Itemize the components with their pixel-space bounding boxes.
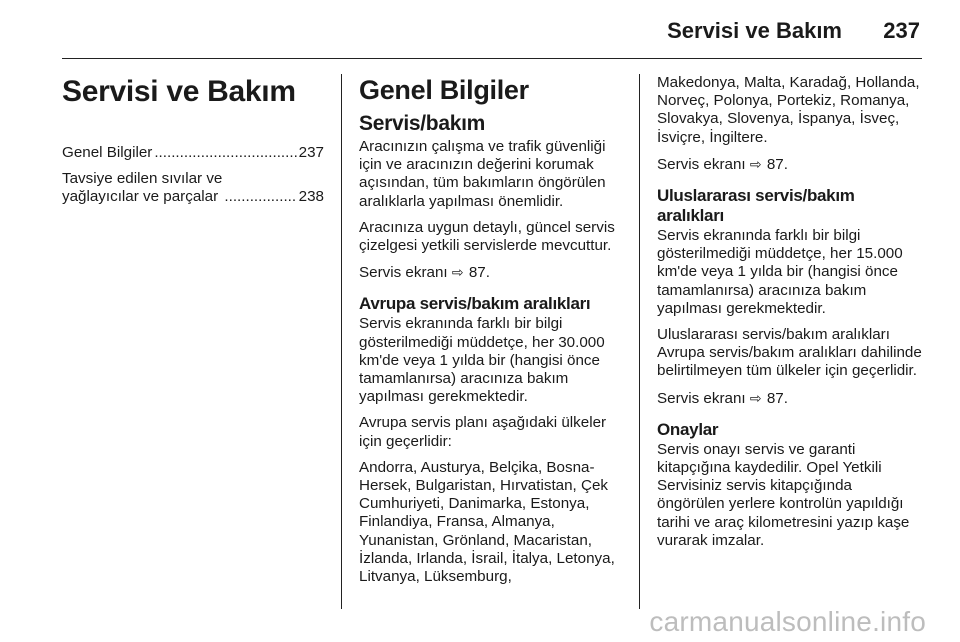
cross-reference[interactable] bbox=[359, 263, 624, 282]
section-heading: Genel Bilgiler bbox=[359, 75, 529, 105]
chapter-title: Servisi ve Bakım bbox=[62, 75, 296, 108]
column-divider bbox=[639, 74, 640, 609]
page-reference-arrow-icon: ⇨ bbox=[451, 264, 464, 281]
paragraph: Servis onayı servis ve garanti kitapçığına kaydedilir. Opel Yetkili Servisiniz servis kitapçığında öngörülen yerlere kontrolün yapıldığı tarihi ve araç kilometresini yazıp kaşe vurarak imzalar. bbox=[657, 440, 910, 549]
subsection-heading: Uluslararası servis/bakım aralıkları bbox=[657, 186, 855, 226]
reference-page: 87. bbox=[468, 264, 490, 282]
toc-column bbox=[62, 74, 324, 215]
reference-label: Servis ekranı bbox=[359, 264, 448, 282]
paragraph: Avrupa servis planı aşağıdaki ülkeler için geçerlidir: bbox=[359, 414, 607, 450]
header-rule bbox=[62, 58, 922, 59]
toc-item[interactable] bbox=[62, 170, 324, 206]
page-reference-arrow-icon: ⇨ bbox=[749, 389, 762, 406]
header-title: Servisi ve Bakım bbox=[667, 18, 842, 43]
watermark: carmanualsonline.info bbox=[649, 606, 926, 637]
reference-page: 87. bbox=[766, 389, 788, 407]
reference-label: Servis ekranı bbox=[657, 155, 746, 173]
subsection-heading: Avrupa servis/bakım aralıkları bbox=[359, 294, 591, 314]
paragraph: Andorra, Austurya, Belçika, Bosna-Hersek, Bulgaristan, Hırvatistan, Çek Cumhuriyeti, Danimarka, Estonya, Finlandiya, Fransa, Almanya, Yunanistan, Grönland, Macaristan, İzlanda, Irlanda, İsrail, İtalya, Letonya, Litvanya, Lüksemburg, bbox=[359, 458, 615, 586]
toc-item-page: 238 bbox=[298, 188, 324, 206]
content-column-2 bbox=[359, 74, 624, 594]
subsection-heading: Servis/bakım bbox=[359, 112, 485, 135]
toc-item-text: Genel Bilgiler bbox=[62, 144, 153, 161]
subsection-heading: Onaylar bbox=[657, 419, 719, 439]
page-number: 237 bbox=[883, 18, 920, 43]
paragraph: Servis ekranında farklı bir bilgi gösterilmediği müddetçe, her 15.000 km'de veya 1 yılda bir (hangisi önce tamamlanırsa) aracınıza bakım yapılması gerekmektedir. bbox=[657, 227, 903, 317]
toc-item-text: Tavsiye edilen sıvılar ve yağlayıcılar ve parçalar bbox=[62, 170, 223, 206]
toc-leader-dots bbox=[224, 188, 296, 206]
cross-reference[interactable] bbox=[657, 155, 923, 174]
paragraph: Aracınıza uygun detaylı, güncel servis çizelgesi yetkili servislerde mevcuttur. bbox=[359, 218, 615, 255]
reference-page: 87. bbox=[766, 155, 788, 173]
toc-item-page: 237 bbox=[298, 144, 324, 161]
reference-label: Servis ekranı bbox=[657, 389, 746, 407]
content-column-3 bbox=[657, 74, 923, 558]
toc-leader-dots bbox=[154, 144, 296, 162]
paragraph: Uluslararası servis/bakım aralıkları Avrupa servis/bakım aralıkları dahilinde belirtilmeyen tüm ülkeler için geçerlidir. bbox=[657, 326, 922, 380]
paragraph: Aracınızın çalışma ve trafik güvenliği için ve aracınızın değerini korumak açısından, tüm bakımların öngörülen aralıklarla yapılması önemlidir. bbox=[359, 138, 606, 210]
paragraph: Makedonya, Malta, Karadağ, Hollanda, Norveç, Polonya, Portekiz, Romanya, Slovakya, Slovenya, İspanya, İsveç, İsviçre, İngiltere. bbox=[657, 74, 920, 146]
page-header bbox=[0, 0, 960, 62]
toc-item[interactable] bbox=[62, 144, 324, 162]
paragraph: Servis ekranında farklı bir bilgi gösterilmediği müddetçe, her 30.000 km'de veya 1 yılda bir (hangisi önce tamamlanırsa) aracınıza bakım yapılması gerekmektedir. bbox=[359, 315, 605, 406]
column-divider bbox=[341, 74, 342, 609]
page-reference-arrow-icon: ⇨ bbox=[749, 155, 762, 172]
cross-reference[interactable] bbox=[657, 389, 923, 408]
